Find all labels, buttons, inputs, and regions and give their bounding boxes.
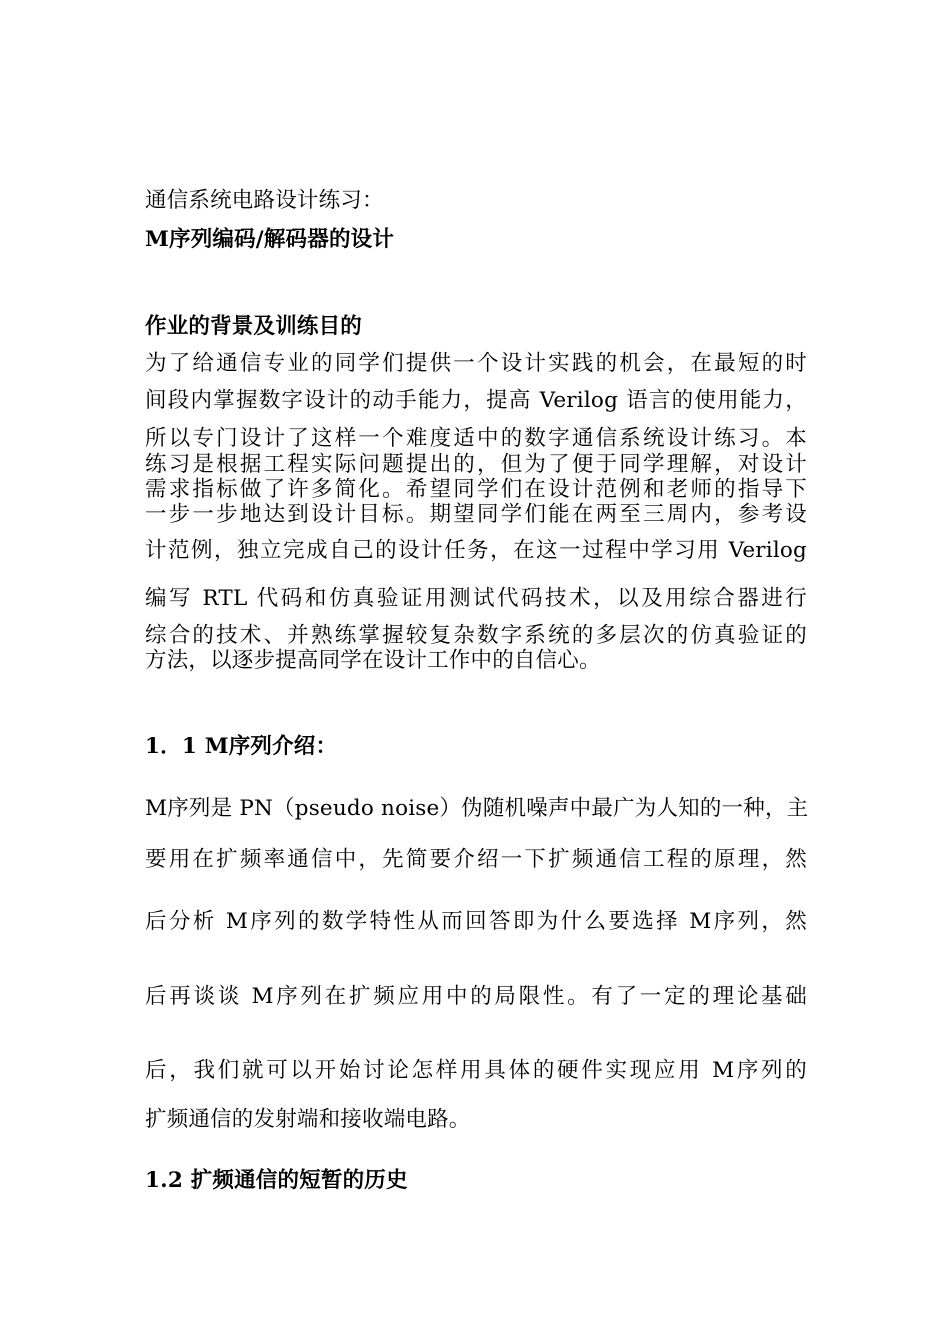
paragraph-line: 要用在扩频率通信中，先简要介绍一下扩频通信工程的原理，然 [145, 847, 807, 872]
paragraph-line: 方法，以逐步提高同学在设计工作中的自信心。 [145, 648, 601, 673]
paragraph-line: 编写 RTL 代码和仿真验证用测试代码技术，以及用综合器进行 [145, 586, 807, 611]
paragraph-line: 练习是根据工程实际问题提出的，但为了便于同学理解，对设计 [145, 452, 807, 477]
paragraph-line: 间段内掌握数字设计的动手能力，提高 Verilog 语言的使用能力， [145, 388, 807, 413]
paragraph-line: 后再谈谈 M序列在扩频应用中的局限性。有了一定的理论基础 [145, 984, 807, 1009]
main-title: M序列编码/解码器的设计 [145, 227, 395, 252]
paragraph-line: M序列是 PN（pseudo noise）伪随机噪声中最广为人知的一种，主 [145, 796, 809, 821]
paragraph-line: 一步一步地达到设计目标。期望同学们能在两至三周内，参考设 [145, 502, 807, 527]
paragraph-line: 所以专门设计了这样一个难度适中的数字通信系统设计练习。本 [145, 426, 807, 451]
intro-line: 通信系统电路设计练习： [145, 188, 384, 213]
paragraph-line: 后，我们就可以开始讨论怎样用具体的硬件实现应用 M序列的 [145, 1058, 807, 1083]
section-heading-background: 作业的背景及训练目的 [145, 314, 363, 339]
paragraph-line: 需求指标做了许多简化。希望同学们在设计范例和老师的指导下 [145, 477, 807, 502]
paragraph-line: 计范例，独立完成自己的设计任务，在这一过程中学习用 Verilog [145, 538, 807, 563]
section-heading-1-2: 1.2 扩频通信的短暂的历史 [145, 1168, 408, 1193]
paragraph-line: 后分析 M序列的数学特性从而回答即为什么要选择 M序列，然 [145, 909, 807, 934]
paragraph-line: 扩频通信的发射端和接收端电路。 [145, 1107, 471, 1132]
section-heading-1-1: 1．1 M序列介绍： [145, 734, 338, 759]
paragraph-line: 为了给通信专业的同学们提供一个设计实践的机会，在最短的时 [145, 351, 807, 376]
paragraph-line: 综合的技术、并熟练掌握较复杂数字系统的多层次的仿真验证的 [145, 623, 807, 648]
